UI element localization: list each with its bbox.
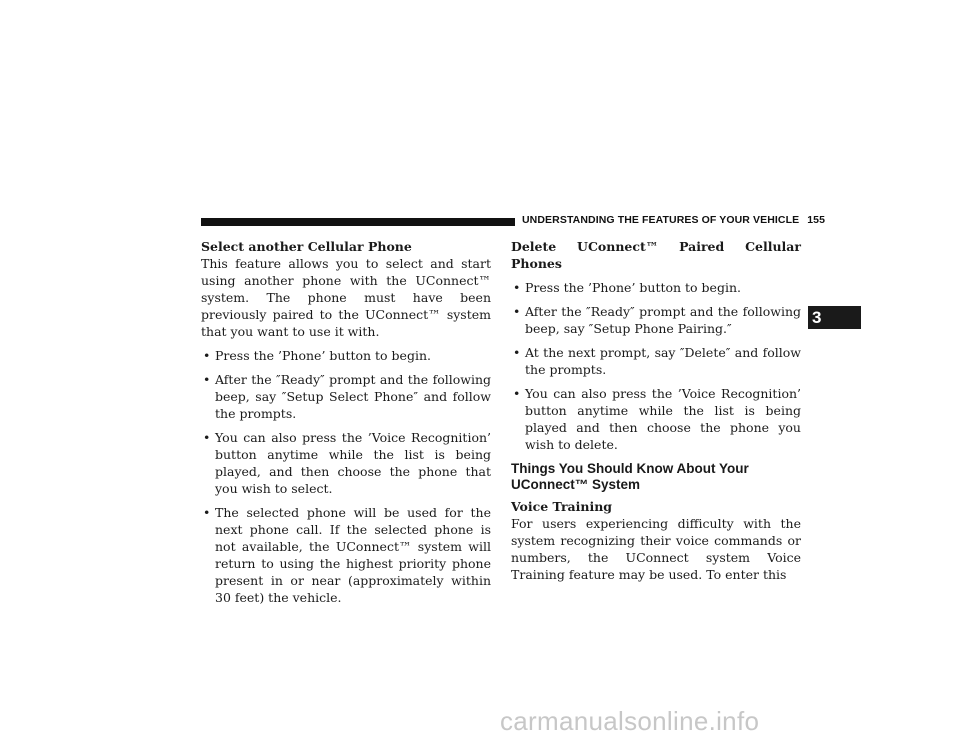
header-rule bbox=[201, 218, 515, 226]
list-item: • After the ″Ready″ prompt and the following beep, say ″Setup Phone Pairing.″ bbox=[511, 303, 801, 337]
list-item: • Press the ’Phone’ button to begin. bbox=[511, 279, 801, 296]
delete-phone-steps bbox=[511, 279, 801, 453]
list-item: • At the next prompt, say ″Delete″ and follow the prompts. bbox=[511, 344, 801, 378]
list-item: • You can also press the ’Voice Recognition’ button anytime while the list is being played and then choose the phone you wish to delete. bbox=[511, 385, 801, 453]
right-column bbox=[511, 238, 801, 583]
subheading-select-phone: Select another Cellular Phone bbox=[201, 239, 412, 254]
page-number: 155 bbox=[807, 214, 826, 226]
list-item: • After the ″Ready″ prompt and the following beep, say ″Setup Select Phone″ and follow the prompts. bbox=[201, 371, 491, 422]
watermark: carmanualsonline.info bbox=[500, 706, 760, 736]
list-item: • The selected phone will be used for the next phone call. If the selected phone is not available, the UConnect™ system will return to using the highest priority phone present in or near (approximately within 30 feet) the vehicle. bbox=[201, 504, 491, 606]
list-item: • You can also press the ’Voice Recognition’ button anytime while the list is being played, and then choose the phone that you wish to select. bbox=[201, 429, 491, 497]
section-title: Things You Should Know About Your UConnect™ System bbox=[511, 461, 749, 492]
intro-paragraph: This feature allows you to select and start using another phone with the UConnect™ system. The phone must have been previously paired to the UConnect™ system that you want to use it with. bbox=[201, 256, 491, 339]
subheading-delete-phones: Delete UConnect™ Paired Cellular Phones bbox=[511, 239, 801, 271]
left-column bbox=[201, 238, 491, 606]
running-header bbox=[522, 214, 825, 226]
header-title: UNDERSTANDING THE FEATURES OF YOUR VEHICLE bbox=[522, 214, 800, 226]
voice-training-paragraph: For users experiencing difficulty with the system recognizing their voice commands or numbers, the UConnect system Voice Training feature may be used. To enter this bbox=[511, 516, 801, 582]
chapter-tab: 3 bbox=[808, 306, 861, 329]
subheading-voice-training: Voice Training bbox=[511, 499, 613, 514]
list-item: • Press the ’Phone’ button to begin. bbox=[201, 347, 491, 364]
select-phone-steps bbox=[201, 347, 491, 606]
